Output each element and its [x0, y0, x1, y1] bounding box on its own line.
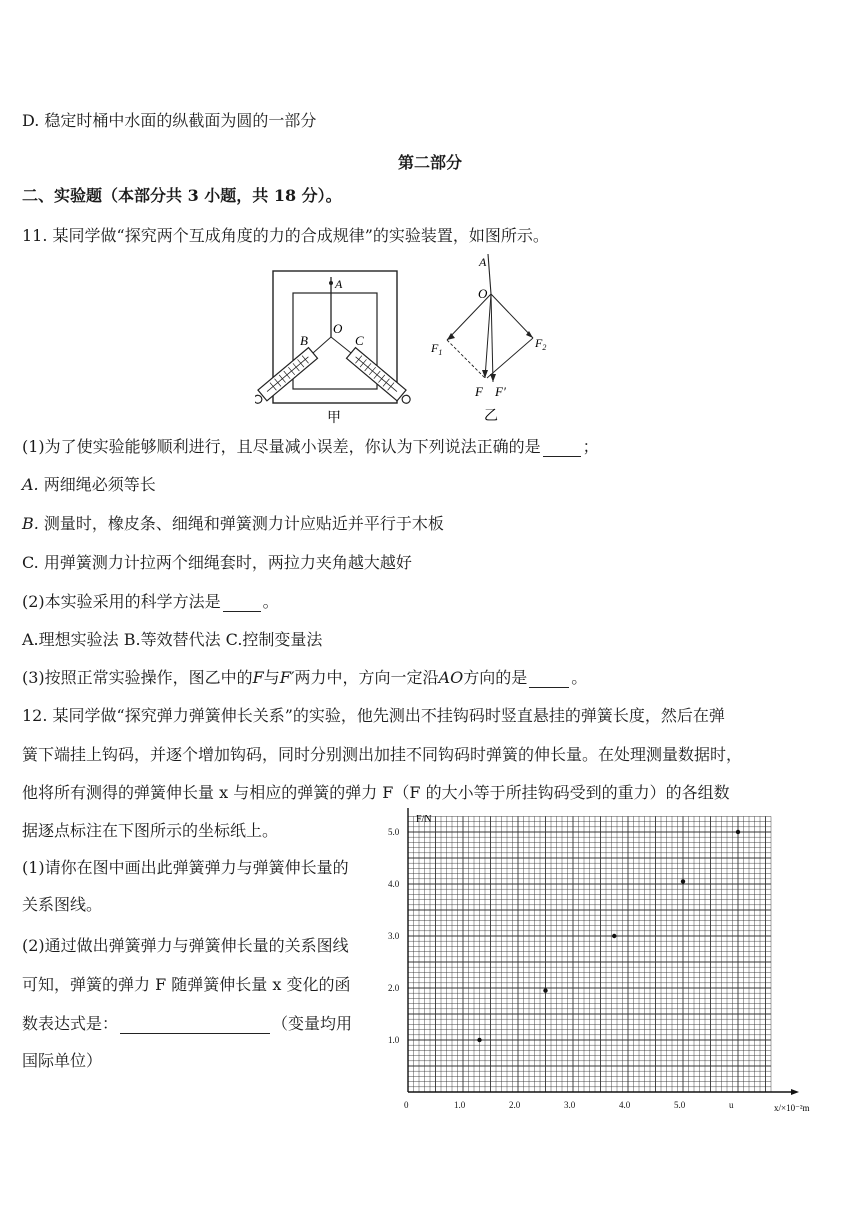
jia-label-o: O — [333, 321, 343, 336]
q11-option-c: C. 用弹簧测力计拉两个细绳套时，两拉力夹角越大越好 — [22, 553, 412, 572]
jia-label-c: C — [355, 333, 364, 348]
prev-option-d: D. 稳定时桶中水面的纵截面为圆的一部分 — [22, 111, 317, 130]
q12-stem-line2: 簧下端挂上钩码，并逐个增加钩码，同时分别测出加挂不同钩码时弹簧的伸长量。在处理测量数据时， — [22, 745, 743, 764]
y-tick-label: 4.0 — [388, 879, 400, 889]
yi-label-fprime: F′ — [495, 384, 506, 399]
x-tick-label: u — [729, 1100, 734, 1110]
jia-label-a: A — [335, 277, 343, 291]
y-tick-label: 3.0 — [388, 931, 400, 941]
q12-stem-line1: 12. 某同学做“探究弹力弹簧伸长关系”的实验，他先测出不挂钩码时竖直悬挂的弹簧长度，然后在弹 — [22, 706, 725, 725]
y-tick-label: 2.0 — [388, 983, 400, 993]
q12-part2-line4: 国际单位） — [22, 1051, 103, 1070]
q11-part2: (2)本实验采用的科学方法是 。 — [22, 592, 279, 611]
yi-label-o: O — [478, 286, 488, 301]
q11-part1: (1)为了使实验能够顺利进行，且尽量减小误差，你认为下列说法正确的是 ； — [22, 437, 599, 456]
x-tick-label: 2.0 — [509, 1100, 521, 1110]
x-tick-label: 0 — [404, 1100, 409, 1110]
q12-part1-line1: (1)请你在图中画出此弹簧弹力与弹簧伸长量的 — [22, 858, 349, 877]
x-tick-label: 3.0 — [564, 1100, 576, 1110]
yi-label-f2: $F_2$ — [535, 336, 547, 352]
answer-blank[interactable] — [543, 441, 581, 457]
section-heading: 二、实验题（本部分共 3 小题，共 18 分）。 — [22, 186, 342, 205]
data-point — [681, 879, 685, 883]
q11-part3: (3)按照正常实验操作，图乙中的F与F′两力中，方向一定沿AO方向的是 。 — [22, 668, 588, 687]
chart-ticks — [388, 827, 734, 1110]
data-point — [477, 1038, 481, 1042]
data-point — [612, 934, 616, 938]
data-point — [736, 830, 740, 834]
data-point — [543, 988, 547, 992]
f-x-graph-paper — [370, 808, 830, 1128]
jia-caption: 甲 — [327, 411, 341, 425]
answer-blank[interactable] — [120, 1018, 270, 1034]
q11-figure-yi — [425, 250, 565, 425]
part-title: 第二部分 — [397, 153, 462, 172]
answer-blank[interactable] — [223, 596, 261, 612]
x-tick-label: 5.0 — [674, 1100, 686, 1110]
q12-part2-line1: (2)通过做出弹簧弹力与弹簧伸长量的关系图线 — [22, 936, 349, 955]
q12-part2-line3: 数表达式是： （变量均用 — [22, 1014, 353, 1033]
y-tick-label: 5.0 — [388, 827, 400, 837]
q12-part1-line2: 关系图线。 — [22, 895, 103, 914]
q11-figure-jia — [255, 265, 415, 425]
x-axis-label: x/×10⁻²m — [774, 1103, 810, 1113]
y-axis-label: F/N — [416, 814, 432, 825]
q12-stem-line4: 据逐点标注在下图所示的坐标纸上。 — [22, 821, 279, 840]
yi-label-f: F — [475, 384, 483, 399]
chart-grid — [408, 816, 771, 1092]
q11-option-a: A. 两细绳必须等长 — [22, 475, 156, 494]
q12-part2-line2: 可知，弹簧的弹力 F 随弹簧伸长量 x 变化的函 — [22, 975, 351, 994]
yi-label-a: A — [479, 255, 487, 269]
x-tick-label: 1.0 — [454, 1100, 466, 1110]
q11-stem: 11. 某同学做“探究两个互成角度的力的合成规律”的实验装置，如图所示。 — [22, 226, 549, 245]
yi-caption: 乙 — [484, 409, 498, 424]
answer-blank[interactable] — [529, 672, 569, 688]
q12-stem-line3: 他将所有测得的弹簧伸长量 x 与相应的弹簧的弹力 F（F 的大小等于所挂钩码受到的重力）的各组数 — [22, 783, 730, 802]
q11-part2-options: A.理想实验法 B.等效替代法 C.控制变量法 — [22, 630, 323, 649]
x-axis-arrow — [791, 1089, 799, 1095]
yi-label-f1: $F_1$ — [431, 341, 443, 357]
q11-option-b: B. 测量时，橡皮条、细绳和弹簧测力计应贴近并平行于木板 — [22, 514, 444, 533]
x-tick-label: 4.0 — [619, 1100, 631, 1110]
y-tick-label: 1.0 — [388, 1035, 400, 1045]
jia-label-b: B — [300, 333, 308, 348]
